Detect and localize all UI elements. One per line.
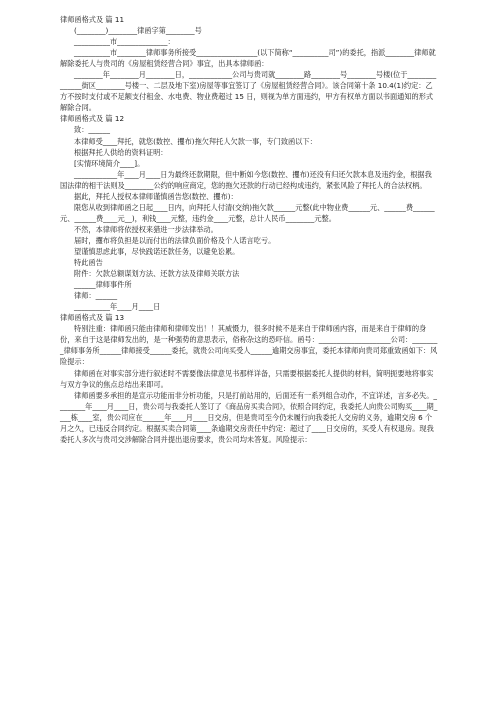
paragraph: 律师：______ bbox=[74, 291, 118, 301]
paragraph: __________市______________： bbox=[74, 37, 175, 47]
paragraph: 特此函告 bbox=[74, 258, 103, 268]
paragraph: 致：______ bbox=[74, 125, 110, 135]
paragraph: __________市________律师事务所接受_________________(以下简称“__________司”)的委托，指派________律师就解除委托人与贵司的《房屋租赁经营合同》事宜，出具本律师函： bbox=[60, 48, 436, 69]
paragraph: ______律师事件所 bbox=[74, 280, 132, 290]
paragraph: 律师函要多承担的是宣示功能而非分析功能，只是打前站用的，后面还有一系列组合动作，不宜详述，言多必失。________年____月____日，贵公司与我委托人签订了《商品房买卖合同》，依照合同约定，我委托人向贵公司购买____期____栋____室，贵公司应在______年____月____日交房，但是贵司至今仍未履行向我委托人交房的义务，逾期交房 6 个月之久，已违反合同约定。根据买卖合同第____条逾期交房责任中约定：超过了____日交房的，买受人有权退房。现我委托人多次与贵司交涉解除合同并提出退房要求，贵公司均未答复。风险提示： bbox=[60, 390, 438, 444]
paragraph: 不然，本律师将依授权来猎进一步法律举动。 bbox=[74, 224, 218, 234]
paragraph: 根据拜托人供给的资料证明： bbox=[74, 147, 168, 157]
paragraph: ________年________月________日，____________公司与贵司就________路________号________号楼(位于______________街区________号楼一、二层及地下室)房屋等事宜签订了《房屋租赁经营合同》。该合同第十条 10.4(1)约定：乙方不按时支付或不足额支付租金、水电费、物业费超过 15 日，则视为单方面违约，甲方有权单方面以书面通知的形式解除合同。 bbox=[60, 70, 437, 113]
paragraph: 特别注重：律师函只能由律师和律师发出！！其威慑力，很多时候不是来自于律师函内容，而是来自于律师的身份，来自于这是律师发出的，是一种强势的意思表示，俗称杂这的恐吓信。函号：____________________公司：________律师事务所______律师接受______委托，就贵公司向买受人______逾期交房事宜，委托本律师向贵司郑重致函如下：风险提示： bbox=[60, 324, 438, 367]
document-heading: 律师函格式及 篇 12 bbox=[60, 114, 125, 124]
paragraph: 附件：欠款总额谋划方法、还款方法及律师关联方法 bbox=[74, 269, 240, 279]
paragraph: __________年____月____日 bbox=[74, 302, 161, 312]
paragraph: [实情环境简介____]。 bbox=[74, 158, 145, 168]
paragraph: 据此，拜托人授权本律师谨慎函告您(数控、攫布)： bbox=[74, 191, 238, 201]
paragraph: 届时，攫布将负担是以而付出的法律负面价格及个人诺言吃亏。 bbox=[74, 235, 276, 245]
paragraph: ____________年____月____日为最终还款期限，但中断如今您(数控、攫布)还没有归还欠款本息及违约金，根据我国法律的相干法则及________公约的响应商定，您的拖欠还款的行动已经构成违约，紧张风险了拜托人的合法权柄。 bbox=[60, 169, 432, 190]
paragraph: 本律师受____拜托，就您(数控、攫布)拖欠拜托人欠款一事，专门致函以下： bbox=[74, 136, 317, 146]
paragraph: 律师函在对事实部分进行叙述时不需要像法律意见书那样详备，只需要根据委托人提供的材料，简明扼要地将事实与双方争议的焦点总结出来即可。 bbox=[60, 368, 434, 389]
document-heading: 律师函格式及 篇 11 bbox=[60, 15, 125, 24]
paragraph: (________)________律函字第________号 bbox=[74, 26, 202, 36]
paragraph: 望谨慎思虑此事，尽快践诺还款任务，以避免讼累。 bbox=[74, 246, 240, 256]
document-heading: 律师函格式及 篇 13 bbox=[60, 313, 125, 323]
paragraph: 限您从收到律师函之日起____日内，向拜托人付清(交纳)拖欠款______元整(此中物业费______元、______费______元、______费____元__)，利钱____元整，违约金____元整，总计人民币________元整。 bbox=[60, 202, 435, 223]
